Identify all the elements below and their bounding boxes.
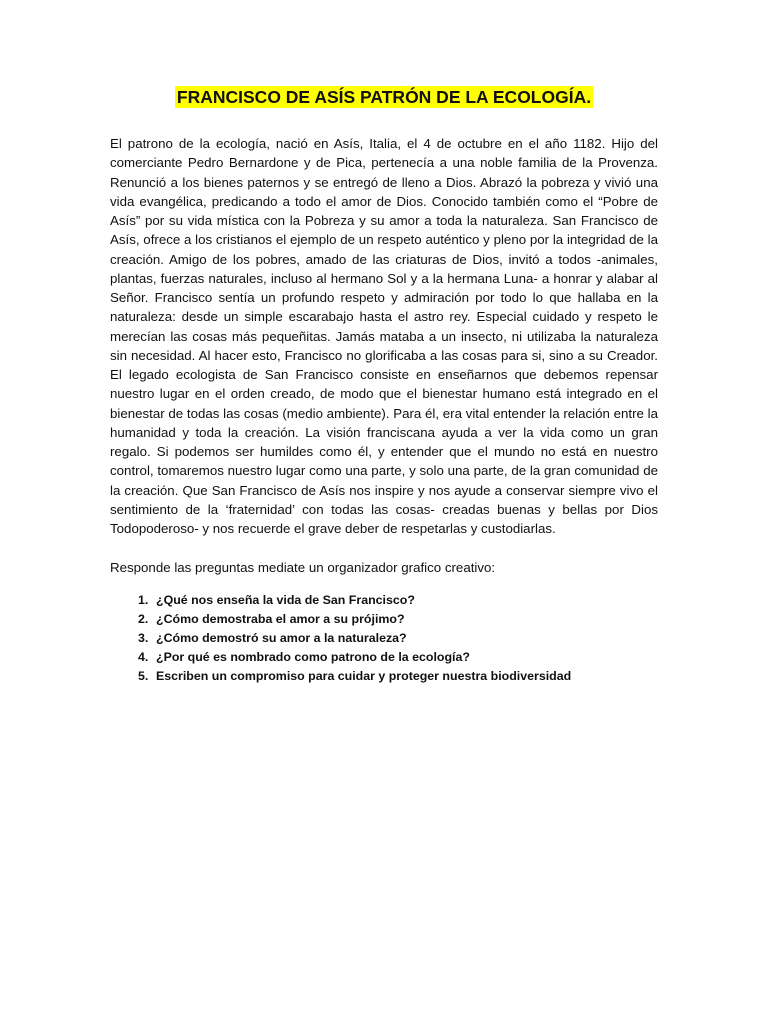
question-text: ¿Cómo demostró su amor a la naturaleza? bbox=[156, 631, 407, 646]
question-item bbox=[110, 648, 658, 667]
document-title: FRANCISCO DE ASÍS PATRÓN DE LA ECOLOGÍA. bbox=[176, 87, 592, 107]
question-number: 3. bbox=[138, 631, 149, 646]
question-number: 4. bbox=[138, 650, 149, 665]
question-text: ¿Qué nos enseña la vida de San Francisco? bbox=[156, 593, 415, 608]
question-number: 2. bbox=[138, 612, 149, 627]
question-list bbox=[110, 591, 658, 686]
document-page bbox=[110, 86, 658, 686]
question-number: 1. bbox=[138, 593, 149, 608]
question-text: ¿Por qué es nombrado como patrono de la ecología? bbox=[156, 650, 470, 665]
question-item bbox=[110, 591, 658, 610]
question-number: 5. bbox=[138, 669, 149, 684]
question-text: ¿Cómo demostraba el amor a su prójimo? bbox=[156, 612, 405, 627]
question-item bbox=[110, 629, 658, 648]
instruction-text: Responde las preguntas mediate un organizador grafico creativo: bbox=[110, 560, 496, 576]
body-paragraph: El patrono de la ecología, nació en Asís, Italia, el 4 de octubre en el año 1182. Hijo del comerciante Pedro Bernardone y de Pica, pertenecía a una noble familia de la Provenza. Renunció a los bienes paternos y se entregó de lleno a Dios. Abrazó la pobreza y vivió una vida evangélica, predicando a todo el amor de Dios. Conocido también como el “Pobre de Asís” por su vida mística con la Pobreza y su amor a toda la naturaleza. San Francisco de Asís, ofrece a los cristianos el ejemplo de un respeto auténtico y pleno por la integridad de la creación. Amigo de los pobres, amado de las criaturas de Dios, invitó a todos -animales, plantas, fuerzas naturales, incluso al hermano Sol y a la hermana Luna- a honrar y alabar al Señor. Francisco sentía un profundo respeto y admiración por todo lo que hallaba en la naturaleza: desde un simple escarabajo hasta el astro rey. Especial cuidado y respeto le merecían las cosas más pequeñitas. Jamás mataba a un insecto, ni utilizaba la naturaleza sin necesidad. Al hacer esto, Francisco no glorificaba a las cosas para si, sino a su Creador. El legado ecologista de San Francisco consiste en enseñarnos que debemos repensar nuestro lugar en el orden creado, de modo que el bienestar humano está integrado en el bienestar de todas las cosas (medio ambiente). Para él, era vital entender la relación entre la humanidad y toda la creación. La visión franciscana ayuda a ver la vida como un gran regalo. Si podemos ser humildes como él, y entender que el mundo no está en nuestro control, tomaremos nuestro lugar como una parte, y solo una parte, de la gran comunidad de la creación. Que San Francisco de Asís nos inspire y nos ayude a conservar siempre vivo el sentimiento de la ‘fraternidad’ con todas las cosas- creadas buenas y bellas por Dios Todopoderoso- y nos recuerde el grave deber de respetarlas y custodiarlas. bbox=[110, 136, 658, 536]
title-container bbox=[110, 86, 658, 108]
question-item bbox=[110, 610, 658, 629]
question-item bbox=[110, 667, 658, 686]
question-text: Escriben un compromiso para cuidar y proteger nuestra biodiversidad bbox=[156, 669, 572, 684]
